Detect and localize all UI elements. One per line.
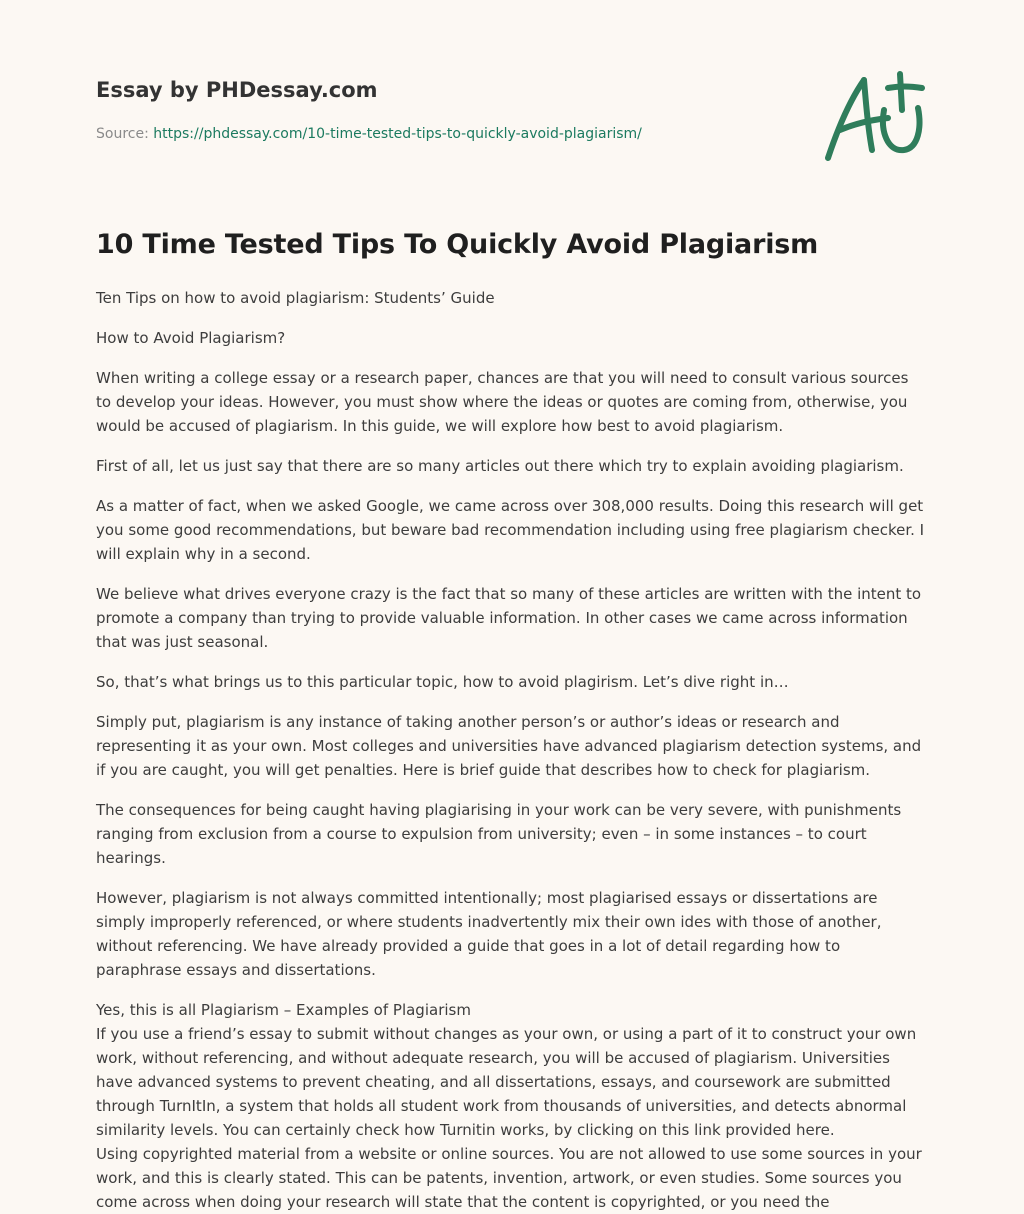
paragraph: So, that’s what brings us to this particular topic, how to avoid plagirism. Let’s dive right in…	[96, 673, 789, 691]
source-line	[96, 124, 796, 144]
paragraph: Using copyrighted material from a website or online sources. You are not allowed to use some sources in your work, and this is clearly stated. This can be patents, invention, artwork, or even studies. Some sources you come across when doing your research will state that the content is copyrighted, or you need the	[96, 1145, 922, 1211]
a-plus-grade-icon	[818, 66, 928, 166]
article-title: 10 Time Tested Tips To Quickly Avoid Plagiarism	[96, 229, 819, 260]
paragraph: As a matter of fact, when we asked Google, we came across over 308,000 results. Doing this research will get you some good recommendations, but beware bad recommendation including using free plagiarism checker. I will explain why in a second.	[96, 497, 925, 563]
paragraph: The consequences for being caught having plagiarising in your work can be very severe, with punishments ranging from exclusion from a course to expulsion from university; even – in some instances – to court hearings.	[96, 801, 902, 867]
page-header	[96, 76, 796, 144]
source-label: Source:	[96, 126, 154, 142]
article	[96, 226, 926, 1214]
paragraph: If you use a friend’s essay to submit without changes as your own, or using a part of it to construct your own work, without referencing, and without adequate research, you will be accused of plagiarism. Universities have advanced systems to prevent cheating, and all dissertations, essays, and coursework are submitted through TurnItIn, a system that holds all student work from thousands of universities, and detects abnormal similarity levels. You can certainly check how Turnitin works, by clicking on this link provided here.	[96, 1025, 917, 1139]
site-brand: Essay by PHDessay.com	[96, 78, 378, 102]
paragraph: First of all, let us just say that there are so many articles out there which try to explain avoiding plagiarism.	[96, 457, 904, 475]
paragraph: We believe what drives everyone crazy is the fact that so many of these articles are written with the intent to promote a company than trying to provide valuable information. In other cases we came across information that was just seasonal.	[96, 585, 922, 651]
paragraph: However, plagiarism is not always committed intentionally; most plagiarised essays or dissertations are simply improperly referenced, or where students inadvertently mix their own ides with those of another, without referencing. We have already provided a guide that goes in a lot of detail regarding how to paraphrase essays and dissertations.	[96, 889, 882, 979]
paragraph: How to Avoid Plagiarism?	[96, 329, 286, 347]
paragraph: When writing a college essay or a research paper, chances are that you will need to consult various sources to develop your ideas. However, you must show where the ideas or quotes are coming from, otherwise, you would be accused of plagiarism. In this guide, we will explore how best to avoid plagiarism.	[96, 369, 909, 435]
source-link[interactable]: https://phdessay.com/10-time-tested-tips-to-quickly-avoid-plagiarism/	[153, 126, 642, 142]
paragraph: Simply put, plagiarism is any instance of taking another person’s or author’s ideas or research and representing it as your own. Most colleges and universities have advanced plagiarism detection systems, and if you are caught, you will get penalties. Here is brief guide that describes how to check for plagiarism.	[96, 713, 922, 779]
paragraph: Ten Tips on how to avoid plagiarism: Students’ Guide	[96, 289, 495, 307]
section-heading: Yes, this is all Plagiarism – Examples of Plagiarism	[96, 1001, 471, 1019]
